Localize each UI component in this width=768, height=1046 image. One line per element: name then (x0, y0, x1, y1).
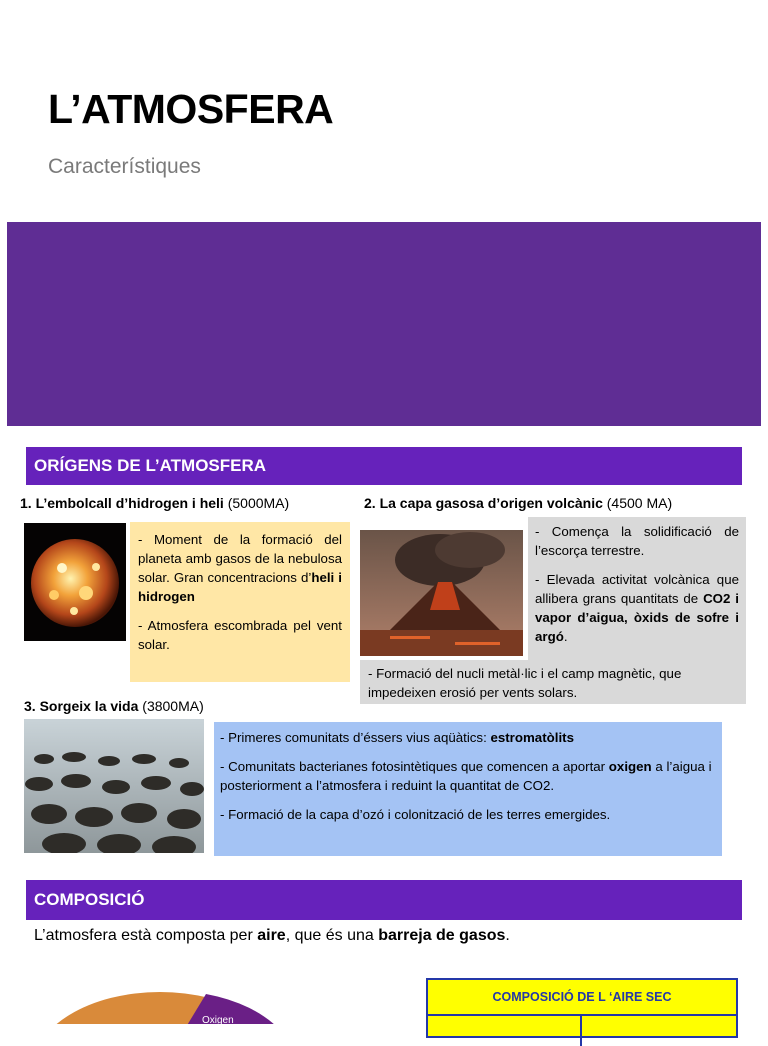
origin-item1-date: (5000MA) (223, 495, 290, 511)
planet-image (24, 523, 126, 641)
table-title: COMPOSICIÓ DE L ‘AIRE SEC (492, 990, 672, 1004)
origin-item3-box (214, 722, 722, 856)
origin-item1-p1: - Moment de la formació del planeta amb gasos de la nebulosa solar. Gran concentracions d’heli i hidrogen (138, 532, 342, 604)
origin-item3-p2: - Comunitats bacterianes fotosintètiques que comencen a aportar oxigen a l’aigua i posteriorment a l’atmosfera i reduint la quantitat de CO2. (220, 759, 712, 793)
origin-item1-box (130, 522, 350, 682)
origin-item3-p1: - Primeres comunitats d’éssers vius aqüàtics: estromatòlits (220, 730, 574, 745)
volcano-image (360, 530, 523, 656)
origin-item3-date: (3800MA) (138, 698, 204, 714)
origin-item1-heading (20, 495, 289, 511)
table-row (428, 1014, 736, 1046)
origin-item2-p2: - Elevada activitat volcànica que allibera grans quantitats de CO2 i vapor d’aigua, òxids de sofre i argó. (535, 572, 739, 644)
composition-pie-chart (30, 990, 280, 1024)
origin-item2-box (528, 517, 746, 660)
origin-item3-title: 3. Sorgeix la vida (24, 698, 139, 714)
origin-item2-p3: - Formació del nucli metàl·lic i el camp magnètic, que impedeixen erosió per vents solars. (368, 666, 682, 700)
origin-item2-title: 2. La capa gasosa d’origen volcànic (364, 495, 603, 511)
origin-item2-box-bottom (360, 660, 746, 704)
origin-item2-p1: - Comença la solidificació de l’escorça terrestre. (535, 524, 739, 558)
page-title: L’ATMOSFERA (48, 86, 334, 132)
origin-item2-heading (364, 495, 672, 511)
origin-item3-heading (24, 698, 204, 714)
stromatolites-image (24, 719, 204, 853)
section-origins-title: ORÍGENS DE L’ATMOSFERA (26, 447, 742, 485)
section-composition-title: COMPOSICIÓ (26, 880, 742, 920)
dry-air-composition-table (426, 978, 738, 1038)
origin-item1-p2: - Atmosfera escombrada pel vent solar. (138, 618, 342, 652)
pie-label-oxygen: Oxigen (202, 1015, 234, 1024)
origin-item1-title: 1. L’embolcall d’hidrogen i heli (20, 495, 224, 511)
origin-item2-date: (4500 MA) (602, 495, 673, 511)
page-subtitle: Característiques (48, 155, 201, 178)
purple-banner (7, 222, 761, 426)
origin-item3-p3: - Formació de la capa d’ozó i colonització de les terres emergides. (220, 807, 611, 822)
composition-intro: L’atmosfera està composta per aire, que és una barreja de gasos. (34, 927, 510, 944)
